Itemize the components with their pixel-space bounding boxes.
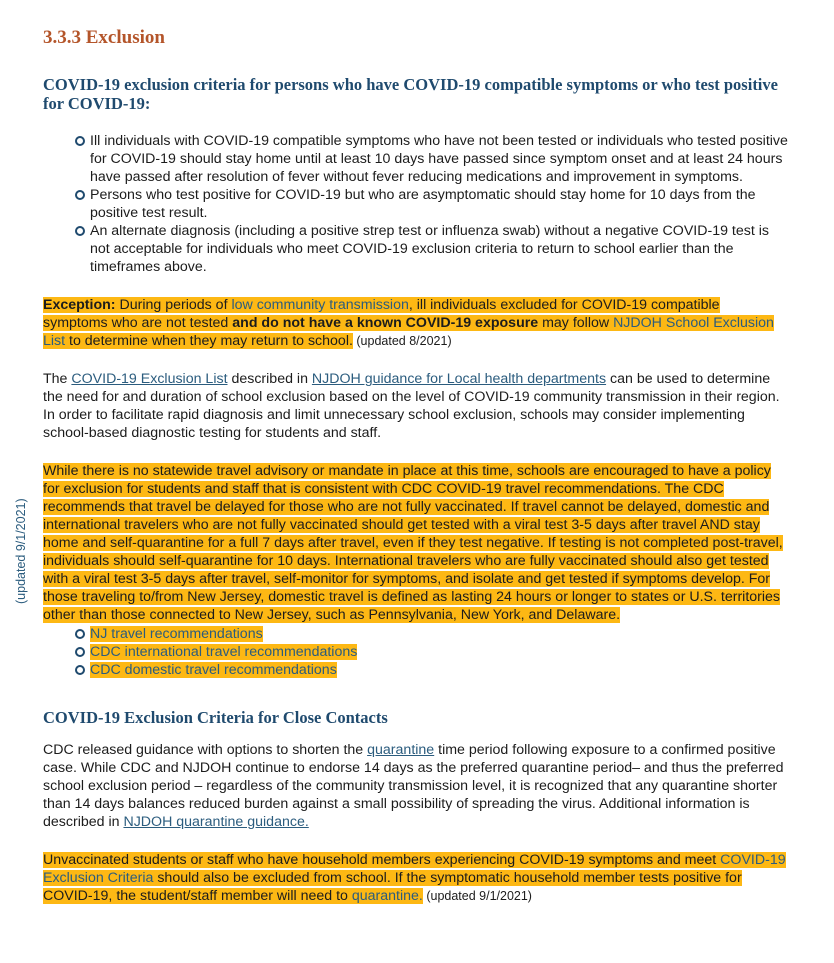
travel-paragraph — [43, 462, 788, 624]
travel-link-item — [75, 625, 788, 643]
exclusion-list-link[interactable]: COVID-19 Exclusion List — [71, 371, 228, 387]
close-contacts-heading: COVID-19 Exclusion Criteria for Close Contacts — [43, 708, 388, 727]
criteria-item: Ill individuals with COVID-19 compatible symptoms who have not been tested or individuals who tested positive for COVID-19 should stay home until at least 10 days have passed since symptom onset and at least 24 hours have passed after resolution of fever without fever reducing medications and improvement in symptoms. — [75, 132, 788, 186]
bullet-icon — [75, 629, 85, 639]
exclusion-list-paragraph: The COVID-19 Exclusion List described in NJDOH guidance for Local health departments can be used to determine the need for and duration of school exclusion based on the level of COVID-19 community transmission in their region. In order to facilitate rapid diagnosis and limit unnecessary school exclusion, schools may consider implementing school-based diagnostic testing for students and staff. — [43, 371, 780, 441]
quarantine-link-2[interactable]: quarantine. — [351, 888, 423, 904]
household-highlight: Unvaccinated students or staff who have household members experiencing COVID-19 symptoms and meet COVID-19 Exclusion Criteria should also be excluded from school. If the symptomatic household member tests positive for COVID-19, the student/staff member will need to quarantine. — [43, 852, 786, 904]
quarantine-guidance-link[interactable]: NJDOH quarantine guidance. — [123, 814, 309, 830]
criteria-heading: COVID-19 exclusion criteria for persons who have COVID-19 compatible symptoms or who test positive for COVID-19: — [43, 75, 778, 113]
nj-travel-link[interactable]: NJ travel recommendations — [90, 626, 263, 642]
lhd-guidance-link[interactable]: NJDOH guidance for Local health departments — [311, 371, 607, 387]
cdc-domestic-travel-link[interactable]: CDC domestic travel recommendations — [90, 662, 337, 678]
bullet-icon — [75, 190, 85, 200]
exception-highlight: Exception: During periods of low community transmission, ill individuals excluded for COVID-19 compatible symptoms who are not tested and do not have a known COVID-19 exposure may follow NJDOH School Exclusion List to determine when they may return to school. — [43, 297, 774, 349]
travel-links-list — [43, 625, 788, 679]
quarantine-link[interactable]: quarantine — [367, 742, 435, 758]
cdc-international-travel-link[interactable]: CDC international travel recommendations — [90, 644, 358, 660]
bullet-icon — [75, 226, 85, 236]
close-contacts-paragraph: CDC released guidance with options to shorten the quarantine time period following exposure to a confirmed positive case. While CDC and NJDOH continue to endorse 14 days as the preferred quarantine period– and thus the preferred school exclusion period – regardless of the community transmission level, it is recognized that any quarantine shorter than 14 days balances reduced burden against a small possibility of spreading the virus. Additional information is described in NJDOH quarantine guidance. — [43, 742, 784, 830]
bullet-icon — [75, 647, 85, 657]
update-note: (updated 8/2021) — [352, 334, 452, 348]
travel-link-item — [75, 661, 788, 679]
household-paragraph — [43, 851, 788, 905]
bullet-icon — [75, 665, 85, 675]
bullet-icon — [75, 136, 85, 146]
travel-link-item — [75, 643, 788, 661]
criteria-item: An alternate diagnosis (including a positive strep test or influenza swab) without a negative COVID-19 test is not acceptable for individuals who meet COVID-19 exclusion criteria to return to school earlier than the timeframes above. — [75, 222, 788, 276]
low-transmission-link[interactable]: low community transmission — [231, 297, 409, 313]
exception-paragraph — [43, 296, 788, 350]
criteria-item: Persons who test positive for COVID-19 but who are asymptomatic should stay home for 10 days from the positive test result. — [75, 186, 788, 222]
side-update-note: (updated 9/1/2021) — [14, 498, 28, 604]
section-heading: 3.3.3 Exclusion — [43, 27, 165, 48]
criteria-list — [43, 132, 788, 276]
travel-highlight: While there is no statewide travel advisory or mandate in place at this time, schools are encouraged to have a policy for exclusion for students and staff that is consistent with CDC COVID-19 travel recommendations. The CDC recommends that travel be delayed for those who are not fully vaccinated. If travel cannot be delayed, domestic and international travelers who are not fully vaccinated should get tested with a viral test 3-5 days after travel AND stay home and self-quarantine for a full 7 days after travel, even if they test negative. If testing is not completed post-travel, individuals should self-quarantine for 10 days. International travelers who are fully vaccinated should also get tested with a viral test 3-5 days after travel, self-monitor for symptoms, and isolate and get tested if symptoms develop. For those traveling to/from New Jersey, domestic travel is defined as lasting 24 hours or longer to states or U.S. territories other than those connected to New Jersey, such as Pennsylvania, New York, and Delaware. — [43, 463, 783, 623]
document-page — [43, 26, 788, 905]
update-note: (updated 9/1/2021) — [422, 889, 532, 903]
exclusion-criteria-link[interactable]: COVID-19 Exclusion Criteria — [43, 852, 786, 886]
school-exclusion-list-link[interactable]: NJDOH School Exclusion List — [43, 315, 774, 349]
